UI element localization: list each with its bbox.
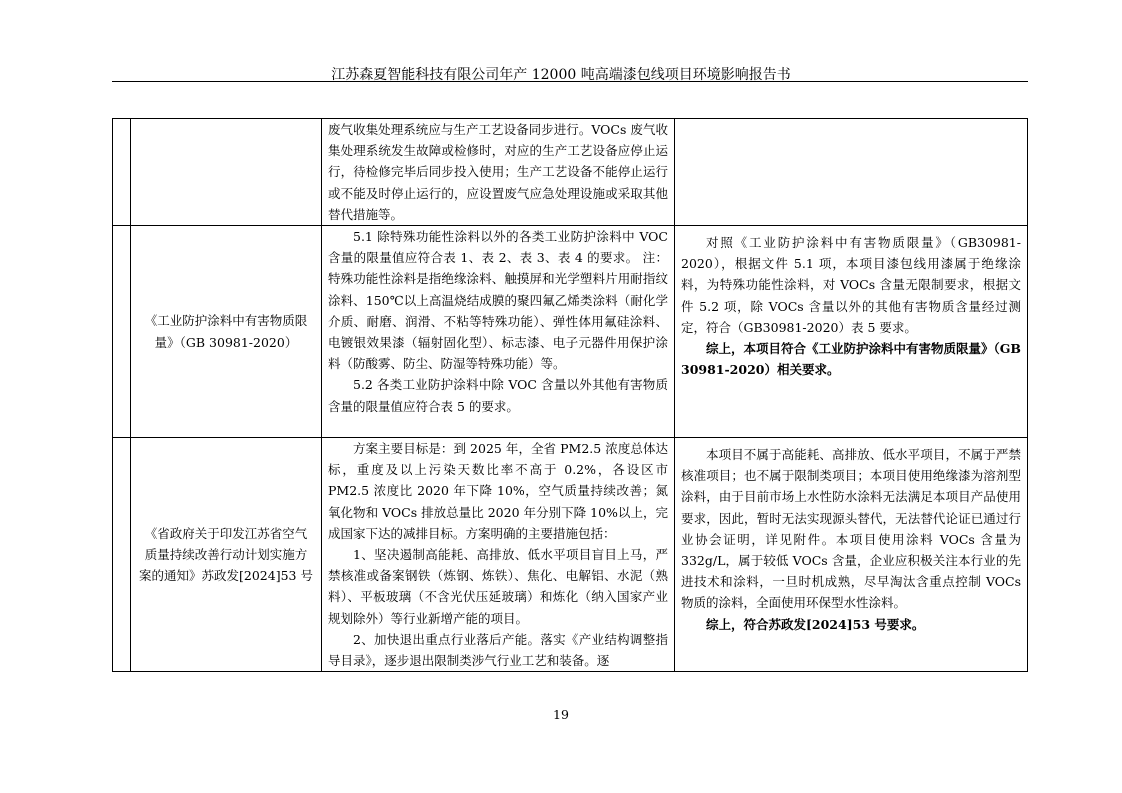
- header-rule: [112, 81, 1028, 82]
- requirement-paragraph: 1、坚决遏制高能耗、高排放、低水平项目盲目上马，严禁核准或备案钢铁（炼钢、炼铁）、焦化、电解铝、水泥（熟料）、平板玻璃（不含光伏压延玻璃）和炼化（纳入国家产业规划除外）等行业新增产能的项目。: [328, 547, 668, 626]
- requirement-paragraph: 方案主要目标是：到 2025 年，全省 PM2.5 浓度总体达标，重度及以上污染天数比率不高于 0.2%，各设区市 PM2.5 浓度比 2020 年下降 10%，空气质量持续改善；氮氧化物和 VOCs 排放总量比 2020 年分别下降 10%以上，完成国家下达的减排目标。方案明确的主要措施包括：: [328, 441, 668, 541]
- analysis-conclusion: 综上，本项目符合《工业防护涂料中有害物质限量》（GB 30981-2020）相关要求。: [681, 341, 1021, 378]
- analysis-cell: [675, 119, 1028, 226]
- index-cell: [113, 226, 131, 438]
- index-cell: [113, 119, 131, 226]
- standard-cell: 《工业防护涂料中有害物质限量》（GB 30981-2020）: [131, 226, 322, 438]
- standard-cell: [131, 119, 322, 226]
- table-row: [113, 119, 1028, 226]
- requirement-cell: [322, 438, 675, 672]
- index-cell: [113, 438, 131, 672]
- analysis-cell: [675, 226, 1028, 438]
- compliance-table: [112, 118, 1028, 672]
- analysis-conclusion: 综上，符合苏政发[2024]53 号要求。: [706, 616, 925, 632]
- analysis-paragraph: 本项目不属于高能耗、高排放、低水平项目，不属于严禁核准项目；也不属于限制类项目；本项目使用绝缘漆为溶剂型涂料，由于目前市场上水性防水涂料无法满足本项目产品使用要求，因此，暂时无法实现源头替代，无法替代论证已通过行业协会证明，详见附件。本项目使用涂料 VOCs 含量为 332g/L，属于较低 VOCs 含量，企业应积极关注本行业的先进技术和涂料，一旦时机成熟，尽早淘汰含重点控制 VOCs 物质的涂料，全面使用环保型水性涂料。: [681, 447, 1021, 611]
- requirement-cell: [322, 226, 675, 438]
- requirement-paragraph: 2、加快退出重点行业落后产能。落实《产业结构调整指导目录》，逐步退出限制类涉气行业工艺和装备。逐: [328, 631, 668, 669]
- page-number: 19: [553, 707, 569, 722]
- analysis-cell: [675, 438, 1028, 672]
- requirement-paragraph: 废气收集处理系统应与生产工艺设备同步进行。VOCs 废气收集处理系统发生故障或检修时，对应的生产工艺设备应停止运行，待检修完毕后同步投入使用；生产工艺设备不能停止运行或不能及时停止运行的，应设置废气应急处理设施或采取其他替代措施等。: [328, 122, 668, 222]
- standard-cell: 《省政府关于印发江苏省空气质量持续改善行动计划实施方案的通知》苏政发[2024]53 号: [131, 438, 322, 672]
- table-row: [113, 226, 1028, 438]
- requirement-paragraph: 5.2 各类工业防护涂料中除 VOC 含量以外其他有害物质含量的限量值应符合表 5 的要求。: [328, 377, 668, 414]
- requirement-paragraph: 5.1 除特殊功能性涂料以外的各类工业防护涂料中 VOC 含量的限量值应符合表 1、表 2、表 3、表 4 的要求。 注：特殊功能性涂料是指绝缘涂料、触摸屏和光学塑料片用耐指纹涂料、150℃以上高温烧结成膜的聚四氟乙烯类涂料（耐化学介质、耐磨、润滑、不粘等特殊功能）、弹性体用氟硅涂料、电镀银效果漆（辐射固化型）、标志漆、电子元器件用保护涂料（防酸雾、防尘、防湿等特殊功能）等。: [328, 229, 668, 372]
- document-header-title: 江苏森夏智能科技有限公司年产 12000 吨高端漆包线项目环境影响报告书: [331, 67, 791, 83]
- analysis-paragraph: 对照《工业防护涂料中有害物质限量》（GB30981-2020），根据文件 5.1 项，本项目漆包线用漆属于绝缘涂料，为特殊功能性涂料，对 VOCs 含量无限制要求，根据文件 5.2 项，除 VOCs 含量以外的其他有害物质含量经过测定，符合（GB30981-2020）表 5 要求。: [681, 235, 1021, 335]
- requirement-cell: [322, 119, 675, 226]
- table-row: [113, 438, 1028, 672]
